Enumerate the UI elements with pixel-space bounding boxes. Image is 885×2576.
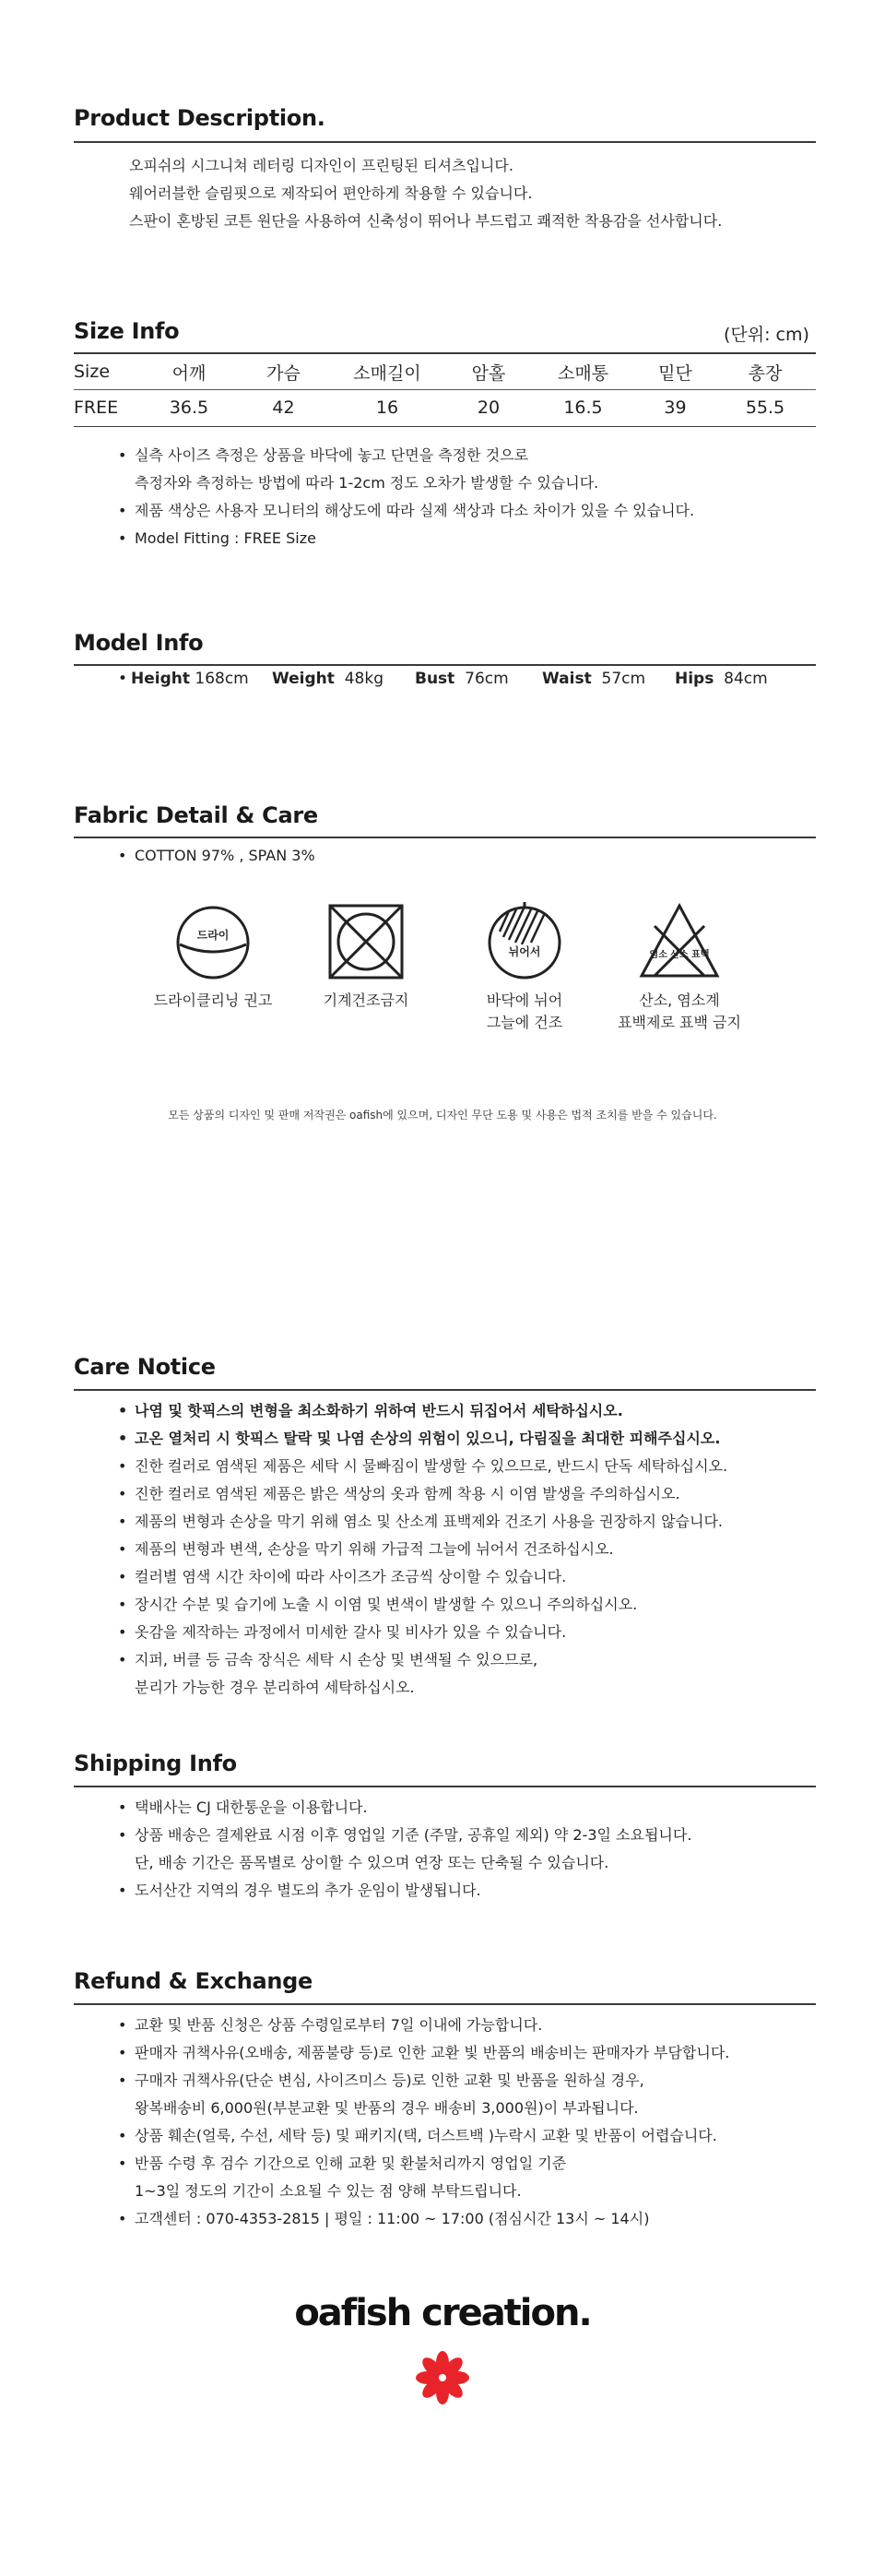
product-description-text xyxy=(129,152,722,235)
list-item: • 옷감을 제작하는 과정에서 미세한 갈사 및 비사가 있을 수 있습니다. xyxy=(118,1619,727,1646)
list-item: • 나염 및 핫픽스의 변형을 최소화하기 위하여 반드시 뒤집어서 세탁하십시오. xyxy=(118,1397,727,1425)
model-bust: Bust 76cm xyxy=(415,670,509,688)
model-waist: Waist 57cm xyxy=(542,670,646,688)
divider xyxy=(74,426,816,427)
column-header: 총장 xyxy=(748,362,783,384)
table-cell: 42 xyxy=(272,398,295,418)
list-item: 단, 배송 기간은 품목별로 상이할 수 있으며 연장 또는 단축될 수 있습니다. xyxy=(135,1854,609,1871)
dry-clean-caption: 드라이클리닝 권고 xyxy=(153,991,273,1009)
list-item: • 실측 사이즈 측정은 상품을 바닥에 놓고 단면을 측정한 것으로 xyxy=(118,442,694,469)
divider xyxy=(74,664,816,666)
column-header: 어깨 xyxy=(171,362,206,384)
no-bleach-icon xyxy=(636,898,723,985)
list-item: 측정자와 측정하는 방법에 따라 1-2cm 정도 오차가 발생할 수 있습니다. xyxy=(135,474,599,492)
care-notice-list xyxy=(118,1397,727,1702)
list-item: • 상품 배송은 결제완료 시점 이후 영업일 기준 (주말, 공휴일 제외) 약 2-3일 소요됩니다. xyxy=(118,1822,691,1849)
model-weight: Weight 48kg xyxy=(272,670,384,688)
flat-dry-label: 뉘어서 xyxy=(508,945,541,958)
fabric-composition xyxy=(118,842,315,870)
care-notice-title: Care Notice xyxy=(74,1354,216,1380)
list-item: • 지퍼, 버클 등 금속 장식은 세탁 시 손상 및 변색될 수 있으므로, xyxy=(118,1646,727,1674)
fabric-care-title: Fabric Detail & Care xyxy=(74,802,318,828)
divider xyxy=(74,1786,816,1787)
unit-label: (단위: cm) xyxy=(724,325,809,345)
brand-flower-logo xyxy=(415,2350,470,2405)
flat-dry-shade-icon xyxy=(481,898,568,985)
divider xyxy=(74,837,816,838)
dry-clean-label: 드라이 xyxy=(196,929,230,942)
no-bleach-label: 염소 산소 표백 xyxy=(649,950,710,960)
model-height: Height 168cm xyxy=(131,670,249,688)
table-cell: 55.5 xyxy=(745,398,785,418)
shipping-info-title: Shipping Info xyxy=(74,1751,237,1776)
list-item: • 교환 및 반품 신청은 상품 수령일로부터 7일 이내에 가능합니다. xyxy=(118,2012,729,2039)
refund-exchange-title: Refund & Exchange xyxy=(74,1968,313,1994)
column-header: 암홀 xyxy=(471,362,506,384)
column-header: 소매통 xyxy=(557,362,609,384)
list-item: 왕복배송비 6,000원(부분교환 및 반품의 경우 배송비 3,000원)이 부과됩니다. xyxy=(135,2099,639,2117)
dry-clean-icon xyxy=(171,900,254,983)
table-cell: 39 xyxy=(664,398,687,418)
list-item: • 반품 수령 후 검수 기간으로 인해 교환 및 환불처리까지 영업일 기준 xyxy=(118,2150,729,2178)
list-item: • 제품의 변형과 손상을 막기 위해 염소 및 산소계 표백제와 건조기 사용을 권장하지 않습니다. xyxy=(118,1508,727,1536)
column-header: 소매길이 xyxy=(353,362,421,384)
table-cell: FREE xyxy=(74,398,119,418)
divider xyxy=(74,2003,816,2005)
table-cell: 20 xyxy=(477,398,501,418)
no-tumble-dry-caption: 기계건조금지 xyxy=(323,991,409,1009)
table-row xyxy=(74,390,816,425)
model-hips: Hips 84cm xyxy=(675,670,768,688)
no-bleach-caption: 산소, 염소계 표백제로 표백 금지 xyxy=(618,991,741,1031)
list-item: • 상품 훼손(얼룩, 수선, 세탁 등) 및 패키지(택, 더스트백 )누락시 교환 및 반품이 어렵습니다. xyxy=(118,2122,729,2150)
description-line: 웨어러블한 슬림핏으로 제작되어 편안하게 착용할 수 있습니다. xyxy=(129,184,533,202)
list-item: • 고객센터 : 070-4353-2815 | 평일 : 11:00 ~ 17:00 (점심시간 13시 ~ 14시) xyxy=(118,2205,729,2233)
list-item: • 판매자 귀책사유(오배송, 제품불량 등)로 인한 교환 빛 반품의 배송비는 판매자가 부담합니다. xyxy=(118,2039,729,2067)
column-header: 가슴 xyxy=(266,362,301,384)
list-item: 분리가 가능한 경우 분리하여 세탁하십시오. xyxy=(135,1679,415,1696)
shipping-list xyxy=(118,1794,691,1905)
list-item: • 장시간 수분 및 습기에 노출 시 이염 및 변색이 발생할 수 있으니 주의하십시오. xyxy=(118,1591,727,1619)
divider xyxy=(74,1389,816,1391)
list-item: • 도서산간 지역의 경우 별도의 추가 운임이 발생됩니다. xyxy=(118,1877,691,1905)
list-item: • 제품 색상은 사용자 모니터의 해상도에 따라 실제 색상과 다소 차이가 있을 수 있습니다. xyxy=(118,497,694,525)
refund-list xyxy=(118,2012,729,2233)
list-item: • 제품의 변형과 변색, 손상을 막기 위해 가급적 그늘에 뉘어서 건조하십시오. xyxy=(118,1536,727,1563)
description-line: 오피쉬의 시그니쳐 레터링 디자인이 프린팅된 티셔츠입니다. xyxy=(129,157,513,174)
list-item: • 택배사는 CJ 대한통운을 이용합니다. xyxy=(118,1794,691,1822)
column-header: Size xyxy=(74,362,111,382)
list-item: • 구매자 귀책사유(단순 변심, 사이즈미스 등)로 인한 교환 및 반품을 원하실 경우, xyxy=(118,2067,729,2095)
description-line: 스판이 혼방된 코튼 원단을 사용하여 신축성이 뛰어나 부드럽고 쾌적한 착용감을 선사합니다. xyxy=(129,212,723,230)
product-description-title: Product Description. xyxy=(74,105,325,131)
no-tumble-dry-icon xyxy=(324,900,407,983)
list-item: • 고온 열처리 시 핫픽스 탈락 및 나염 손상의 위험이 있으니, 다림질을 최대한 피해주십시오. xyxy=(118,1425,727,1453)
model-info-title: Model Info xyxy=(74,630,204,656)
table-cell: 36.5 xyxy=(169,398,209,418)
list-item: • Model Fitting : FREE Size xyxy=(118,525,694,552)
size-info-title: Size Info xyxy=(74,318,180,344)
brand-wordmark: oafish creation. xyxy=(294,2292,591,2334)
table-cell: 16 xyxy=(375,398,399,418)
divider xyxy=(74,141,816,143)
copyright-notice: 모든 상품의 디자인 및 판매 저작권은 oafish에 있으며, 디자인 무단 도용 및 사용은 법적 조치를 받을 수 있습니다. xyxy=(168,1109,717,1122)
size-table xyxy=(74,354,816,425)
list-item: • 컬러별 염색 시간 차이에 따라 사이즈가 조금씩 상이할 수 있습니다. xyxy=(118,1563,727,1591)
table-cell: 16.5 xyxy=(563,398,603,418)
list-item: • 진한 컬러로 염색된 제품은 세탁 시 물빠짐이 발생할 수 있으므로, 반드시 단독 세탁하십시오. xyxy=(118,1453,727,1480)
column-header: 밑단 xyxy=(658,362,692,384)
composition-text: • COTTON 97% , SPAN 3% xyxy=(118,842,315,870)
size-notes xyxy=(118,442,694,552)
flat-dry-caption: 바닥에 뉘어 그늘에 건조 xyxy=(486,991,563,1031)
list-item: 1~3일 정도의 기간이 소요될 수 있는 점 양해 부탁드립니다. xyxy=(135,2182,522,2200)
size-table-header xyxy=(74,354,816,389)
list-item: • 진한 컬러로 염색된 제품은 밝은 색상의 옷과 함께 착용 시 이염 발생을 주의하십시오. xyxy=(118,1480,727,1508)
